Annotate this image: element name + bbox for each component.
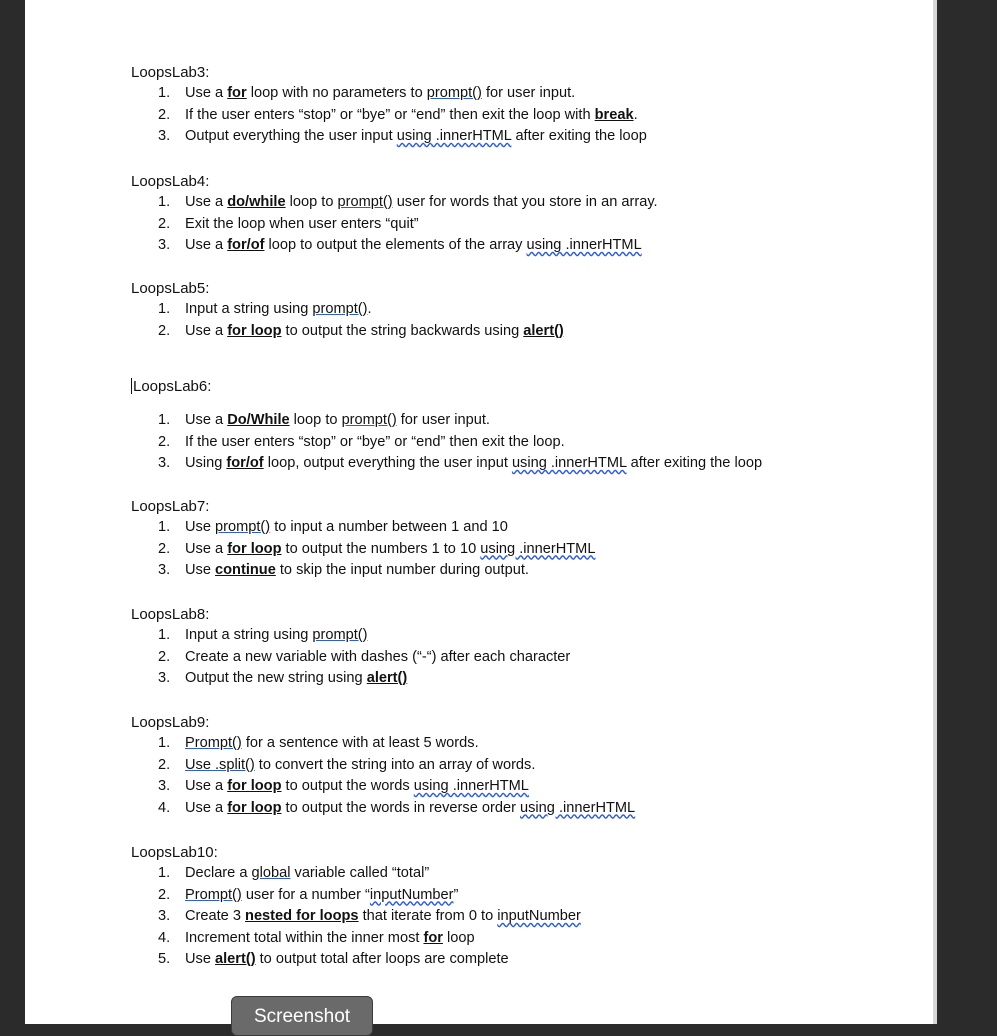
underlined-text: using .innerHTML — [526, 237, 642, 254]
lab-title — [131, 604, 911, 625]
text-run: Output the new string using — [185, 670, 367, 687]
lab-title-text: LoopsLab8: — [131, 606, 210, 623]
keyword-text: for/of — [227, 237, 265, 254]
lab-title-text: LoopsLab4: — [131, 173, 210, 190]
numbered-list — [131, 192, 911, 257]
keyword-text: for — [227, 85, 247, 101]
numbered-list — [131, 299, 911, 342]
text-run: loop to — [285, 194, 338, 210]
lab-section — [131, 62, 911, 148]
list-item — [131, 126, 911, 148]
underlined-text: inputNumber — [497, 908, 581, 925]
underlined-text: prompt() — [312, 627, 368, 643]
keyword-text: alert() — [366, 670, 408, 687]
list-number: 2. — [158, 540, 171, 557]
text-run: Use a — [185, 194, 228, 210]
list-number: 3. — [158, 455, 171, 472]
lab-title-text: LoopsLab7: — [131, 498, 210, 515]
text-run: for a sentence with at least 5 words. — [241, 735, 479, 751]
list-item — [131, 105, 911, 127]
list-number: 4. — [158, 799, 171, 816]
keyword-text: for/of — [226, 455, 264, 472]
lab-title-text: LoopsLab3: — [131, 64, 210, 81]
text-run: to output the string backwards using — [281, 322, 524, 339]
text-run: user for a number “ — [241, 886, 370, 903]
text-run: loop to — [289, 412, 342, 428]
list-number: 3. — [158, 128, 171, 145]
underlined-text: prompt() — [215, 519, 271, 535]
text-run: after exiting the loop — [626, 455, 763, 472]
list-item — [131, 235, 911, 257]
underlined-text: using .innerHTML — [413, 778, 529, 795]
list-number: 1. — [158, 194, 171, 210]
underlined-text: prompt() — [337, 194, 393, 210]
keyword-text: for — [423, 929, 443, 946]
text-run: for user input. — [396, 412, 490, 428]
numbered-list — [131, 410, 911, 475]
keyword-text: for loop — [227, 322, 282, 339]
text-run: If the user enters “stop” or “bye” or “end” then exit the loop with — [185, 106, 595, 123]
text-run: Using — [185, 455, 227, 472]
list-number: 1. — [158, 627, 171, 643]
list-number: 3. — [158, 670, 171, 687]
numbered-list — [131, 625, 911, 690]
list-item — [131, 885, 911, 907]
lab-title — [131, 62, 911, 83]
list-item — [131, 949, 911, 971]
list-number: 2. — [158, 648, 171, 665]
lab-title-text: LoopsLab10: — [131, 844, 218, 861]
list-item — [131, 798, 911, 820]
text-run: Exit the loop when user enters “quit” — [185, 215, 419, 232]
text-run: loop — [442, 929, 475, 946]
keyword-text: for loop — [227, 540, 282, 557]
list-number: 5. — [158, 951, 171, 968]
list-item — [131, 755, 911, 777]
list-number: 1. — [158, 735, 171, 751]
lab-title — [131, 712, 911, 733]
document-page — [25, 0, 933, 1024]
text-cursor — [131, 378, 132, 394]
text-run: Use a — [185, 412, 228, 428]
underlined-text: Use .split() — [185, 756, 255, 773]
underlined-text: using .innerHTML — [396, 128, 512, 145]
list-number: 2. — [158, 886, 171, 903]
text-run: Use a — [185, 778, 228, 795]
scrollbar[interactable] — [933, 0, 937, 1024]
text-run: Use a — [185, 237, 228, 254]
list-item — [131, 668, 911, 690]
underlined-text: using .innerHTML — [520, 799, 636, 816]
list-item — [131, 299, 911, 321]
text-run: Use a — [185, 799, 228, 816]
list-item — [131, 517, 911, 539]
lab-title-text: LoopsLab5: — [131, 280, 210, 297]
numbered-list — [131, 733, 911, 819]
numbered-list — [131, 517, 911, 582]
list-item — [131, 863, 911, 885]
numbered-list — [131, 83, 911, 148]
text-run: Increment total within the inner most — [185, 929, 424, 946]
keyword-text: nested for loops — [245, 908, 359, 925]
text-run: after exiting the loop — [511, 128, 647, 145]
lab-title — [131, 842, 911, 863]
text-run: Declare a — [185, 865, 252, 881]
underlined-text: prompt() — [341, 412, 397, 428]
list-item — [131, 214, 911, 236]
text-run: to output the words in reverse order — [281, 799, 520, 816]
list-number: 2. — [158, 215, 171, 232]
list-number: 3. — [158, 778, 171, 795]
text-run: to output the numbers 1 to 10 — [281, 540, 481, 557]
keyword-text: alert() — [523, 322, 564, 339]
lab-title — [131, 171, 911, 192]
text-run: Use a — [185, 322, 228, 339]
list-item — [131, 432, 911, 454]
text-run: Create a new variable with dashes (“-“) after each character — [185, 648, 571, 665]
underlined-text: using .innerHTML — [480, 540, 596, 557]
list-item — [131, 928, 911, 950]
underlined-text: prompt() — [312, 301, 368, 317]
lab-title — [131, 496, 911, 517]
lab-section — [131, 604, 911, 690]
lab-section — [131, 171, 911, 257]
text-run: ” — [453, 886, 459, 903]
list-number: 1. — [158, 85, 171, 101]
text-run: to input a number between 1 and 10 — [270, 519, 508, 535]
list-number: 2. — [158, 756, 171, 773]
screenshot-button[interactable]: Screenshot — [231, 996, 373, 1036]
underlined-text: global — [251, 865, 291, 881]
text-run: If the user enters “stop” or “bye” or “end” then exit the loop. — [185, 433, 565, 450]
list-item — [131, 192, 911, 214]
lab-section — [131, 712, 911, 819]
keyword-text: Do/While — [227, 412, 290, 428]
list-item — [131, 83, 911, 105]
list-number: 3. — [158, 237, 171, 254]
list-number: 2. — [158, 106, 171, 123]
text-run: Use a — [185, 85, 228, 101]
text-run: Input a string using — [185, 301, 313, 317]
text-run: user for words that you store in an array. — [392, 194, 658, 210]
keyword-text: alert() — [215, 951, 256, 968]
text-run: loop with no parameters to — [246, 85, 427, 101]
keyword-text: for loop — [227, 799, 282, 816]
list-number: 3. — [158, 908, 171, 925]
underlined-text: Prompt() — [185, 886, 242, 903]
underlined-text: using .innerHTML — [511, 455, 627, 472]
list-item — [131, 733, 911, 755]
keyword-text: break — [594, 106, 634, 123]
list-number: 3. — [158, 562, 171, 579]
list-number: 1. — [158, 519, 171, 535]
lab-section — [131, 842, 911, 971]
text-run: Use a — [185, 540, 228, 557]
list-number: 1. — [158, 412, 171, 428]
lab-section — [131, 278, 911, 342]
text-run: for user input. — [481, 85, 576, 101]
list-item — [131, 625, 911, 647]
text-run: loop to output the elements of the array — [264, 237, 527, 254]
keyword-text: do/while — [227, 194, 286, 210]
list-item — [131, 906, 911, 928]
text-run: . — [367, 301, 372, 317]
text-run: loop, output everything the user input — [263, 455, 512, 472]
list-number: 1. — [158, 865, 171, 881]
underlined-text: inputNumber — [369, 886, 454, 903]
text-run: to convert the string into an array of words. — [254, 756, 536, 773]
underlined-text: prompt() — [426, 85, 482, 101]
text-run: Create 3 — [185, 908, 246, 925]
text-run: that iterate from 0 to — [358, 908, 498, 925]
list-number: 2. — [158, 322, 171, 339]
lab-section — [131, 376, 911, 475]
list-item — [131, 321, 911, 343]
text-run: Input a string using — [185, 627, 313, 643]
underlined-text: Prompt() — [185, 735, 242, 751]
list-item — [131, 453, 911, 475]
list-number: 4. — [158, 929, 171, 946]
keyword-text: for loop — [227, 778, 282, 795]
text-run: variable called “total” — [290, 865, 430, 881]
lab-section — [131, 496, 911, 582]
list-number: 2. — [158, 433, 171, 450]
list-item — [131, 647, 911, 669]
text-run: to skip the input number during output. — [275, 562, 529, 579]
list-item — [131, 776, 911, 798]
lab-title — [131, 376, 911, 397]
list-number: 1. — [158, 301, 171, 317]
text-run: to output the words — [281, 778, 414, 795]
lab-title-text: LoopsLab6: — [133, 378, 212, 395]
text-run: Output everything the user input — [185, 128, 397, 145]
lab-title — [131, 278, 911, 299]
text-run: . — [633, 106, 638, 123]
text-run: Use — [185, 519, 216, 535]
numbered-list — [131, 863, 911, 971]
text-run: Use — [185, 562, 216, 579]
text-run: Use — [185, 951, 216, 968]
list-item — [131, 410, 911, 432]
lab-title-text: LoopsLab9: — [131, 714, 210, 731]
list-item — [131, 560, 911, 582]
list-item — [131, 539, 911, 561]
text-run: to output total after loops are complete — [255, 951, 509, 968]
keyword-text: continue — [215, 562, 276, 579]
